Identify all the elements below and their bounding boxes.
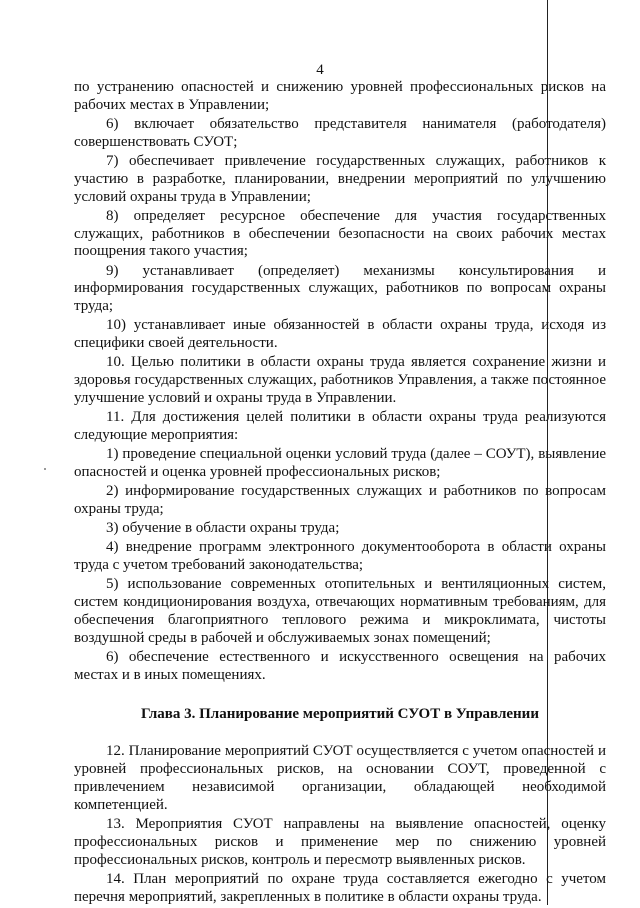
page-number: 4	[316, 62, 324, 78]
paragraph: 7) обеспечивает привлечение государственных служащих, работников к участию в разработке, планировании, внедрении мероприятий по улучшению условий охраны труда в Управлении;	[74, 152, 606, 205]
paragraph: 6) обеспечение естественного и искусственного освещения на рабочих местах и в иных помещениях.	[74, 648, 606, 683]
paragraph: 10. Целью политики в области охраны труда является сохранение жизни и здоровья государственных служащих, работников Управления, а также постоянное улучшение условий и охраны труда в Управлении.	[74, 354, 606, 406]
paragraph: 10) устанавливает иные обязанностей в области охраны труда, исходя из специфики своей деятельности.	[74, 317, 606, 352]
paragraph: 13. Мероприятия СУОТ направлены на выявление опасностей, оценку профессиональных рисков и применение мер по снижению уровней профессиональных рисков, контроль и пересмотр выявленных рисков.	[74, 815, 606, 868]
paragraph: 2) информирование государственных служащих и работников по вопросам охраны труда;	[74, 483, 606, 517]
paragraph: 11. Для достижения целей политики в области охраны труда реализуются следующие мероприятия:	[74, 409, 606, 443]
paragraph: 5) использование современных отопительных и вентиляционных систем, систем кондиционирования воздуха, отвечающих нормативным требованиям, для обеспечения благоприятного теплового режима и микроклимата, чистоты воздушной среды в рабочей и обслуживаемых зонах помещений;	[74, 576, 606, 646]
document-body	[74, 79, 606, 908]
paragraph: 14. План мероприятий по охране труда составляется ежегодно с учетом перечня мероприятий, закрепленных в политике в области охраны труда.	[74, 870, 606, 905]
paragraph: 12. Планирование мероприятий СУОТ осуществляется с учетом опасностей и уровней профессиональных рисков, на основании СОУТ, проведенной с привлечением независимой организации, обладающей необходимой компетенцией.	[74, 743, 606, 813]
paragraph: 1) проведение специальной оценки условий труда (далее – СОУТ), выявление опасностей и оценка уровней профессиональных рисков;	[74, 446, 606, 480]
paragraph: 8) определяет ресурсное обеспечение для участия государственных служащих, работников в обеспечении безопасности на своих рабочих местах поощрения такого участия;	[74, 207, 606, 260]
paragraph: по устранению опасностей и снижению уровней профессиональных рисков на рабочих местах в Управлении;	[74, 79, 606, 113]
scan-speck	[44, 468, 46, 470]
chapter-heading: Глава 3. Планирование мероприятий СУОТ в Управлении	[141, 706, 539, 723]
paragraph: 9) устанавливает (определяет) механизмы консультирования и информирования государственных служащих, работников по вопросам охраны труда;	[74, 262, 606, 315]
paragraph: 4) внедрение программ электронного документооборота в области охраны труда с учетом требований законодательства;	[74, 539, 606, 574]
paragraph: 6) включает обязательство представителя нанимателя (работодателя) совершенствовать СУОТ;	[74, 115, 606, 150]
paragraph: 3) обучение в области охраны труда;	[106, 520, 340, 537]
